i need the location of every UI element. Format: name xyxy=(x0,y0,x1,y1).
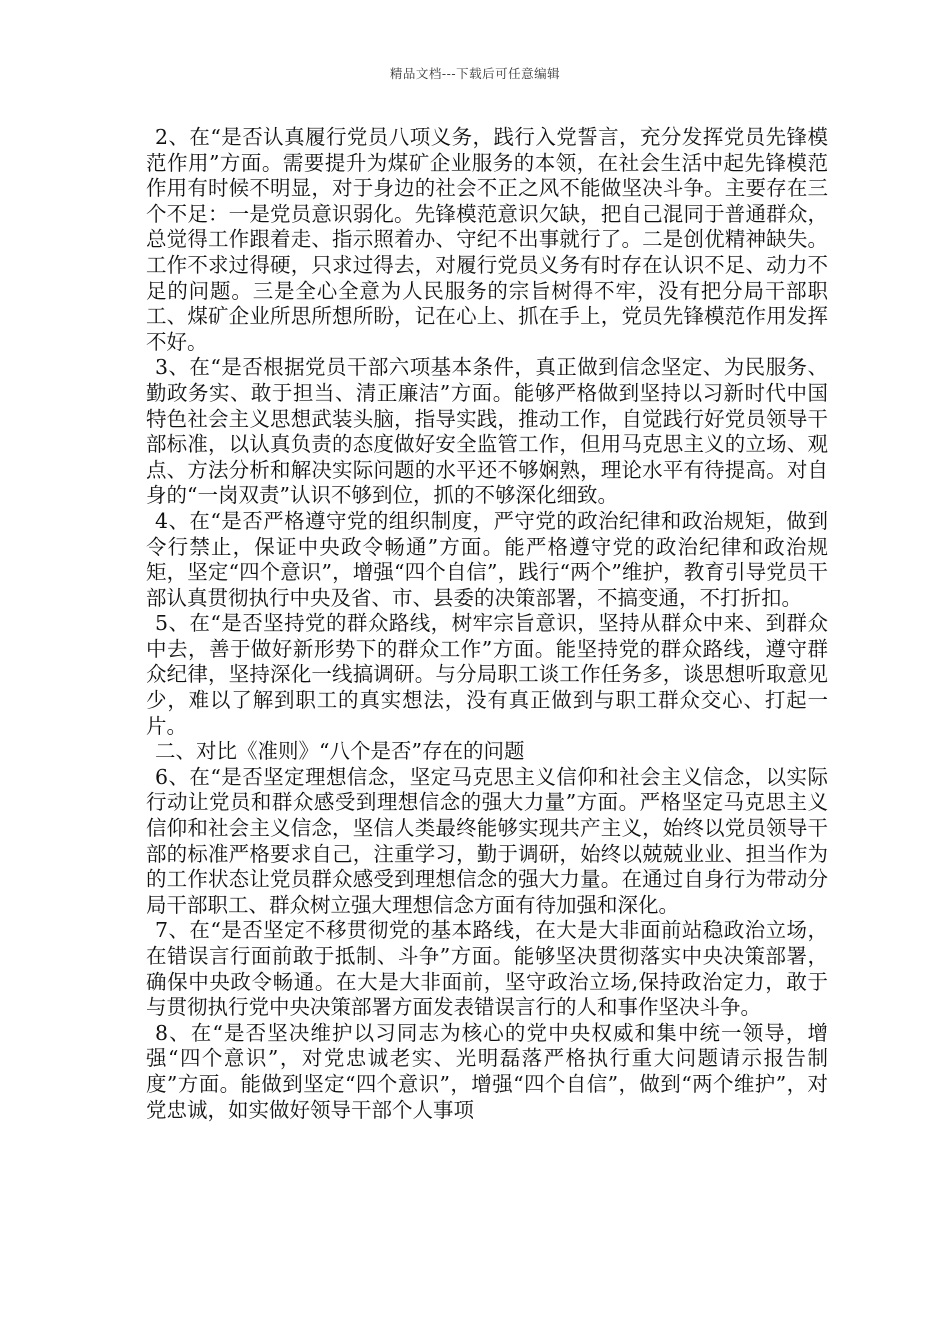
document-body xyxy=(146,125,828,1123)
paragraph-item-5: 5、在“是否坚持党的群众路线，树牢宗旨意识，坚持从群众中来、到群众中去，善于做好新形势下的群众工作”方面。能坚持党的群众路线，遵守群众纪律，坚持深化一线搞调研。与分局职工谈工作任务多，谈思想听取意见少，难以了解到职工的真实想法，没有真正做到与职工群众交心、打起一片。 xyxy=(146,611,828,738)
paragraph-item-6: 6、在“是否坚定理想信念，坚定马克思主义信仰和社会主义信念，以实际行动让党员和群众感受到理想信念的强大力量”方面。严格坚定马克思主义信仰和社会主义信念，坚信人类最终能够实现共产主义，始终以党员领导干部的标准严格要求自己，注重学习，勤于调研，始终以兢兢业业、担当作为的工作状态让党员群众感受到理想信念的强大力量。在通过自身行为带动分局干部职工、群众树立强大理想信念方面有待加强和深化。 xyxy=(146,764,828,917)
section-heading: 二、对比《准则》“八个是否”存在的问题 xyxy=(155,739,525,764)
paragraph-item-3: 3、在“是否根据党员干部六项基本条件，真正做到信念坚定、为民服务、勤政务实、敢于担当、清正廉洁”方面。能够严格做到坚持以习新时代中国特色社会主义思想武装头脑，指导实践，推动工作，自觉践行好党员领导干部标准，以认真负责的态度做好安全监管工作，但用马克思主义的立场、观点、方法分析和解决实际问题的水平还不够娴熟，理论水平有待提高。对自身的“一岗双责”认识不够到位，抓的不够深化细致。 xyxy=(146,355,828,508)
page-header: 精品文档---下载后可任意编辑 xyxy=(389,66,561,81)
paragraph-item-8: 8、在“是否坚决维护以习同志为核心的党中央权威和集中统一领导，增强“四个意识”，对党忠诚老实、光明磊落严格执行重大问题请示报告制度”方面。能做到坚定“四个意识”，增强“四个自信”，做到“两个维护”，对党忠诚，如实做好领导干部个人事项 xyxy=(146,1020,828,1122)
paragraph-item-7: 7、在“是否坚定不移贯彻党的基本路线，在大是大非面前站稳政治立场，在错误言行面前敢于抵制、斗争”方面。能够坚决贯彻落实中央决策部署，确保中央政令畅通。在大是大非面前，坚守政治立场,保持政治定力，敢于与贯彻执行党中央决策部署方面发表错误言行的人和事作坚决斗争。 xyxy=(146,918,828,1020)
paragraph-item-2: 2、在“是否认真履行党员八项义务，践行入党誓言，充分发挥党员先锋模范作用”方面。需要提升为煤矿企业服务的本领，在社会生活中起先锋模范作用有时候不明显，对于身边的社会不正之风不能做坚决斗争。主要存在三个不足：一是党员意识弱化。先锋模范意识欠缺，把自己混同于普通群众，总觉得工作跟着走、指示照着办、守纪不出事就行了。二是创优精神缺失。工作不求过得硬，只求过得去，对履行党员义务有时存在认识不足、动力不足的问题。三是全心全意为人民服务的宗旨树得不牢，没有把分局干部职工、煤矿企业所思所想所盼，记在心上、抓在手上，党员先锋模范作用发挥不好。 xyxy=(146,125,828,354)
paragraph-item-4: 4、在“是否严格遵守党的组织制度，严守党的政治纪律和政治规矩，做到令行禁止，保证中央政令畅通”方面。能严格遵守党的政治纪律和政治规矩，坚定“四个意识”，增强“四个自信”，践行“两个”维护，教育引导党员干部认真贯彻执行中央及省、市、县委的决策部署，不搞变通，不打折扣。 xyxy=(146,508,828,610)
